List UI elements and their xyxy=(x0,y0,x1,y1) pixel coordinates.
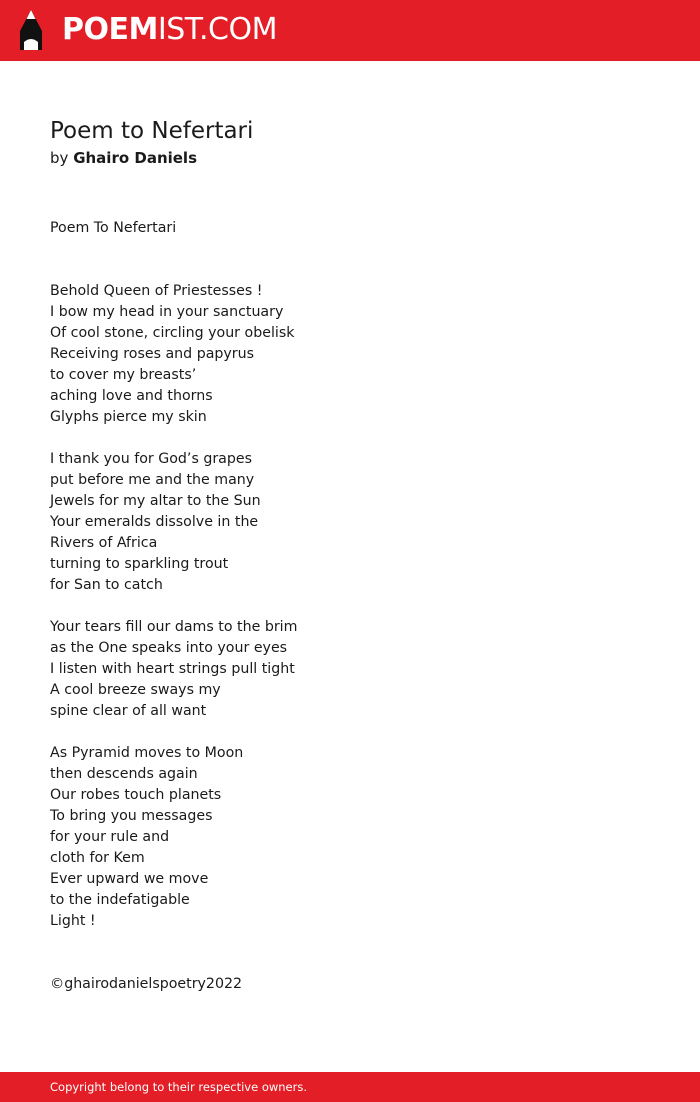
poem-line: aching love and thorns xyxy=(50,388,213,404)
poem-line: Behold Queen of Priestesses ! xyxy=(50,283,263,299)
poem-line: cloth for Kem xyxy=(50,850,145,866)
poem-line: A cool breeze sways my xyxy=(50,682,221,698)
poem-line: I bow my head in your sanctuary xyxy=(50,304,284,320)
poem-line: I listen with heart strings pull tight xyxy=(50,661,295,677)
poem-line: spine clear of all want xyxy=(50,703,207,719)
poem-line: Receiving roses and papyrus xyxy=(50,346,255,362)
pencil-icon[interactable] xyxy=(18,9,44,51)
site-header xyxy=(0,0,700,61)
site-logo[interactable] xyxy=(62,11,277,49)
stanza xyxy=(50,449,297,596)
logo-light-text: IST.COM xyxy=(157,12,277,47)
poem-body xyxy=(50,218,297,995)
footer-copyright: Copyright belong to their respective owners. xyxy=(50,1080,308,1094)
poem-line: for San to catch xyxy=(50,577,163,593)
poem-line: then descends again xyxy=(50,766,198,782)
poem-line: Jewels for my altar to the Sun xyxy=(50,493,261,509)
stanza xyxy=(50,281,297,428)
by-prefix: by xyxy=(50,149,69,167)
poem-title: Poem to Nefertari xyxy=(50,118,254,144)
poem-line: Your tears fill our dams to the brim xyxy=(50,619,298,635)
poem-line: Our robes touch planets xyxy=(50,787,222,803)
author-name[interactable]: Ghairo Daniels xyxy=(73,149,198,167)
poem-line: Your emeralds dissolve in the xyxy=(50,514,259,530)
poem-line: Ever upward we move xyxy=(50,871,209,887)
stanza xyxy=(50,743,297,932)
poem-line: To bring you messages xyxy=(50,808,213,824)
poem-line: I thank you for God’s grapes xyxy=(50,451,253,467)
poem-line: to cover my breasts’ xyxy=(50,367,197,383)
logo-bold-text: POEM xyxy=(62,12,158,47)
poem-line: Rivers of Africa xyxy=(50,535,158,551)
byline xyxy=(50,148,197,169)
poem-line: Glyphs pierce my skin xyxy=(50,409,207,425)
poem-line: Light ! xyxy=(50,913,96,929)
poem-line: As Pyramid moves to Moon xyxy=(50,745,244,761)
poem-line: to the indefatigable xyxy=(50,892,190,908)
poem-line: Of cool stone, circling your obelisk xyxy=(50,325,295,341)
poem-line: put before me and the many xyxy=(50,472,255,488)
copyright-note: ©ghairodanielspoetry2022 xyxy=(50,976,243,992)
site-footer xyxy=(0,1072,700,1102)
poem-subtitle: Poem To Nefertari xyxy=(50,220,177,236)
poem-line: for your rule and xyxy=(50,829,170,845)
poem-line: turning to sparkling trout xyxy=(50,556,229,572)
stanza xyxy=(50,617,297,722)
poem-line: as the One speaks into your eyes xyxy=(50,640,288,656)
